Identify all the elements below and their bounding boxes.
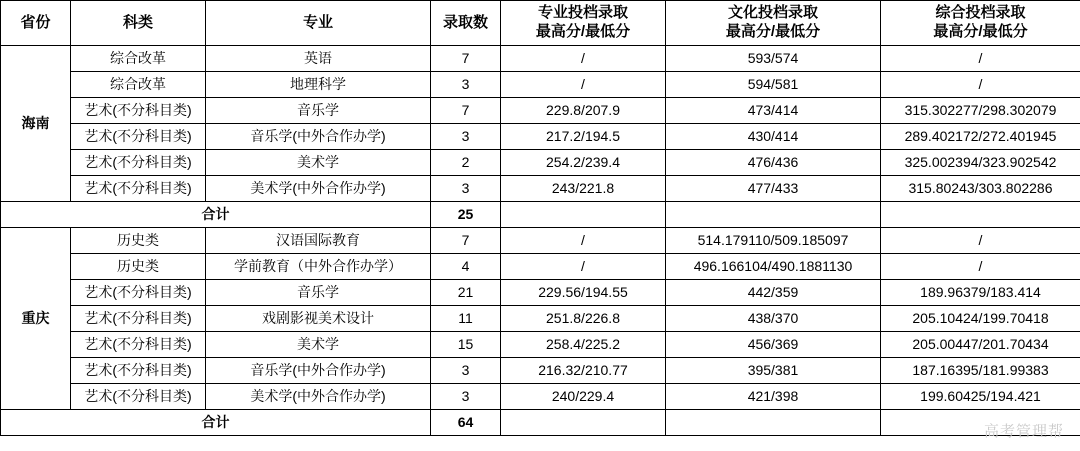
cell-major-score: 216.32/210.77 (501, 358, 666, 384)
cell-major: 音乐学(中外合作办学) (206, 358, 431, 384)
cell-culture-score: 456/369 (666, 332, 881, 358)
cell-major-score: 258.4/225.2 (501, 332, 666, 358)
cell-major: 戏剧影视美术设计 (206, 306, 431, 332)
total-row-hainan (1, 202, 1080, 228)
cell-major-score: 243/221.8 (501, 176, 666, 202)
cell-comp-score: / (881, 72, 1080, 98)
cell-count: 3 (431, 358, 501, 384)
cell-major: 音乐学 (206, 280, 431, 306)
header-comp-score-line2: 最高分/最低分 (933, 23, 1028, 40)
total-major-score-empty (501, 202, 666, 228)
table-row (1, 332, 1080, 358)
total-culture-score-empty (666, 202, 881, 228)
cell-comp-score: / (881, 228, 1080, 254)
cell-count: 2 (431, 150, 501, 176)
total-major-score-empty (501, 410, 666, 436)
header-comp-score-line1: 综合投档录取 (935, 4, 1026, 22)
cell-major: 美术学 (206, 150, 431, 176)
table-row (1, 384, 1080, 410)
cell-culture-score: 395/381 (666, 358, 881, 384)
cell-major-score: 229.56/194.55 (501, 280, 666, 306)
header-row (1, 1, 1080, 46)
cell-culture-score: 421/398 (666, 384, 881, 410)
cell-culture-score: 438/370 (666, 306, 881, 332)
cell-major-score: 254.2/239.4 (501, 150, 666, 176)
header-culture-score-line1: 文化投档录取 (727, 4, 818, 22)
table-row (1, 98, 1080, 124)
table-body (1, 46, 1080, 436)
header-category-line1: 科类 (122, 13, 153, 31)
cell-culture-score: 442/359 (666, 280, 881, 306)
cell-category: 艺术(不分科目类) (71, 280, 206, 306)
cell-count: 7 (431, 98, 501, 124)
total-label: 合计 (1, 410, 431, 436)
cell-major-score: / (501, 72, 666, 98)
cell-comp-score: 187.16395/181.99383 (881, 358, 1080, 384)
cell-culture-score: 594/581 (666, 72, 881, 98)
header-culture-score-line2: 最高分/最低分 (725, 23, 821, 40)
header-major (206, 1, 431, 46)
total-count: 25 (431, 202, 501, 228)
cell-category: 艺术(不分科目类) (71, 150, 206, 176)
cell-culture-score: 430/414 (666, 124, 881, 150)
cell-count: 3 (431, 384, 501, 410)
cell-major: 美术学(中外合作办学) (206, 176, 431, 202)
cell-comp-score: / (881, 254, 1080, 280)
province-cell-chongqing: 重庆 (1, 228, 71, 410)
cell-category: 艺术(不分科目类) (71, 384, 206, 410)
header-major-score-line2: 最高分/最低分 (535, 23, 631, 40)
cell-major-score: / (501, 228, 666, 254)
header-major-score-line1: 专业投档录取 (537, 4, 628, 22)
cell-major: 学前教育（中外合作办学） (206, 254, 431, 280)
total-row-chongqing (1, 410, 1080, 436)
header-count (431, 1, 501, 46)
cell-category: 艺术(不分科目类) (71, 98, 206, 124)
cell-major: 美术学(中外合作办学) (206, 384, 431, 410)
cell-category: 艺术(不分科目类) (71, 306, 206, 332)
cell-culture-score: 514.179110/509.185097 (666, 228, 881, 254)
cell-count: 7 (431, 228, 501, 254)
cell-comp-score: 205.00447/201.70434 (881, 332, 1080, 358)
cell-culture-score: 476/436 (666, 150, 881, 176)
cell-count: 3 (431, 72, 501, 98)
cell-comp-score: 189.96379/183.414 (881, 280, 1080, 306)
province-cell-hainan: 海南 (1, 46, 71, 202)
total-comp-score-empty (881, 202, 1080, 228)
header-comp-score (881, 1, 1080, 46)
cell-culture-score: 496.166104/490.1881130 (666, 254, 881, 280)
cell-major: 美术学 (206, 332, 431, 358)
total-comp-score-empty (881, 410, 1080, 436)
cell-major-score: / (501, 254, 666, 280)
cell-comp-score: / (881, 46, 1080, 72)
cell-count: 15 (431, 332, 501, 358)
table-row (1, 46, 1080, 72)
cell-category: 艺术(不分科目类) (71, 124, 206, 150)
cell-category: 艺术(不分科目类) (71, 176, 206, 202)
cell-count: 7 (431, 46, 501, 72)
cell-comp-score: 325.002394/323.902542 (881, 150, 1080, 176)
cell-major-score: / (501, 46, 666, 72)
table-row (1, 228, 1080, 254)
cell-culture-score: 593/574 (666, 46, 881, 72)
cell-comp-score: 315.302277/298.302079 (881, 98, 1080, 124)
cell-major-score: 229.8/207.9 (501, 98, 666, 124)
cell-comp-score: 289.402172/272.401945 (881, 124, 1080, 150)
cell-major: 地理科学 (206, 72, 431, 98)
cell-major-score: 217.2/194.5 (501, 124, 666, 150)
header-category (71, 1, 206, 46)
cell-count: 11 (431, 306, 501, 332)
cell-category: 艺术(不分科目类) (71, 358, 206, 384)
table-row (1, 124, 1080, 150)
table-row (1, 150, 1080, 176)
cell-major: 音乐学(中外合作办学) (206, 124, 431, 150)
table-row (1, 280, 1080, 306)
watermark: 高考管理帮 (983, 423, 1064, 440)
header-major-line1: 专业 (302, 13, 333, 31)
table-row (1, 176, 1080, 202)
cell-comp-score: 205.10424/199.70418 (881, 306, 1080, 332)
header-count-line1: 录取数 (442, 13, 488, 31)
cell-count: 21 (431, 280, 501, 306)
table-row (1, 306, 1080, 332)
header-province (1, 1, 71, 46)
total-label: 合计 (1, 202, 431, 228)
cell-comp-score: 199.60425/194.421 (881, 384, 1080, 410)
cell-category: 综合改革 (71, 72, 206, 98)
cell-major-score: 251.8/226.8 (501, 306, 666, 332)
table-row (1, 72, 1080, 98)
cell-comp-score: 315.80243/303.802286 (881, 176, 1080, 202)
cell-category: 历史类 (71, 228, 206, 254)
cell-culture-score: 477/433 (666, 176, 881, 202)
table-row (1, 254, 1080, 280)
header-province-line1: 省份 (20, 13, 51, 31)
cell-culture-score: 473/414 (666, 98, 881, 124)
cell-category: 艺术(不分科目类) (71, 332, 206, 358)
cell-category: 历史类 (71, 254, 206, 280)
total-count: 64 (431, 410, 501, 436)
table-header (1, 1, 1080, 46)
cell-major: 英语 (206, 46, 431, 72)
cell-count: 4 (431, 254, 501, 280)
cell-major: 汉语国际教育 (206, 228, 431, 254)
table-row (1, 358, 1080, 384)
header-major-score (501, 1, 666, 46)
cell-count: 3 (431, 124, 501, 150)
cell-count: 3 (431, 176, 501, 202)
header-culture-score (666, 1, 881, 46)
cell-category: 综合改革 (71, 46, 206, 72)
cell-major: 音乐学 (206, 98, 431, 124)
cell-major-score: 240/229.4 (501, 384, 666, 410)
total-culture-score-empty (666, 410, 881, 436)
